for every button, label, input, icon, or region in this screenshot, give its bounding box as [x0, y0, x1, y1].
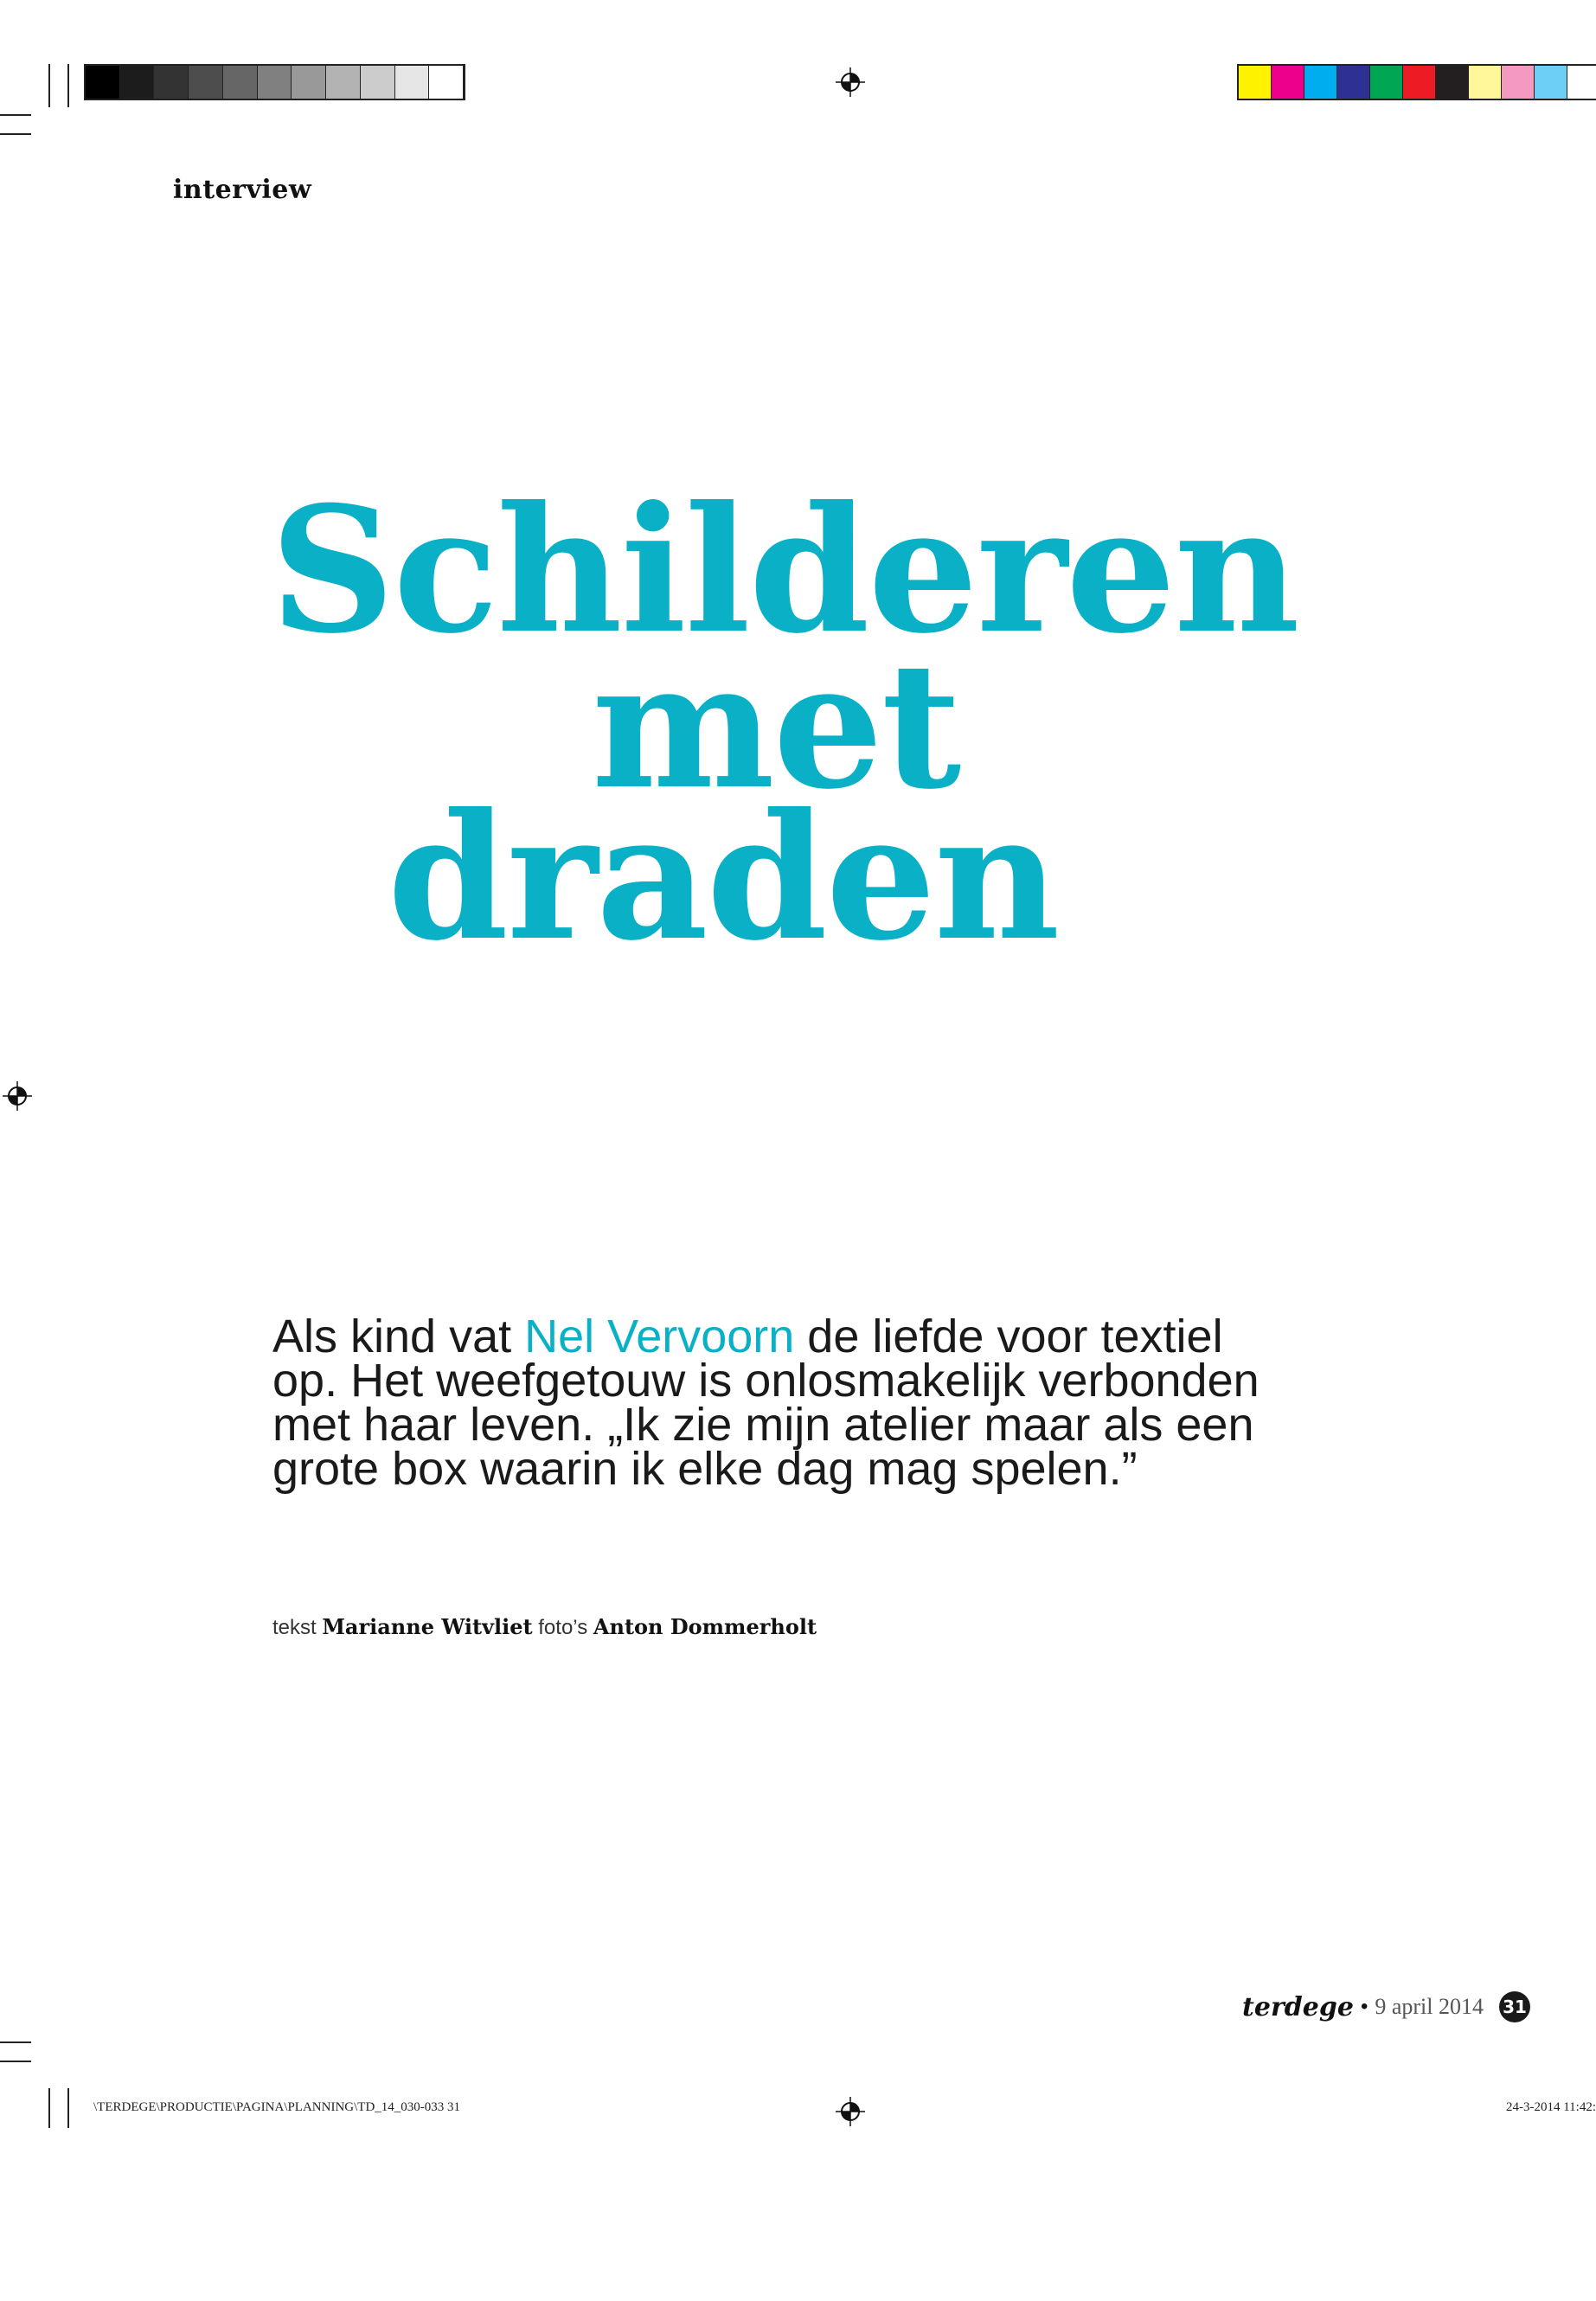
- text-credit-label: tekst: [272, 1616, 317, 1639]
- issue-date: 9 april 2014: [1375, 1994, 1484, 2019]
- registration-mark-icon: [836, 2097, 865, 2126]
- crop-mark: [0, 2041, 31, 2043]
- color-swatch: [258, 66, 292, 99]
- color-swatch: [223, 66, 258, 99]
- color-swatch: [86, 66, 120, 99]
- intro-text: de liefde voor textiel op. Het weefgetouw is onlosmakelijk verbonden met haar leven. „Ik zie mijn atelier maar als een grote box waarin ik elke dag mag spelen.”: [272, 1311, 1259, 1495]
- color-swatch: [189, 66, 223, 99]
- separator-bullet: •: [1360, 1995, 1368, 2018]
- intro-paragraph: [272, 1311, 1267, 1495]
- registration-mark-icon: [836, 67, 865, 97]
- author-name: Marianne Witvliet: [322, 1614, 533, 1639]
- headline-line: Schilderen: [270, 469, 1298, 672]
- color-swatch: [1535, 66, 1567, 99]
- photo-credit-label: foto’s: [538, 1616, 588, 1639]
- registration-mark-icon: [3, 1081, 32, 1111]
- grayscale-calibration-bar: [84, 64, 465, 100]
- color-swatch: [1337, 66, 1370, 99]
- color-swatch: [1436, 66, 1469, 99]
- color-swatch: [1239, 66, 1272, 99]
- color-swatch: [292, 66, 326, 99]
- magazine-logo: terdege: [1242, 1991, 1354, 2022]
- crop-mark: [48, 2088, 50, 2128]
- color-swatch: [1469, 66, 1502, 99]
- page-footer: [1242, 1991, 1530, 2022]
- subject-name: Nel Vervoorn: [524, 1311, 795, 1362]
- headline-line: draden: [388, 776, 1059, 979]
- crop-mark: [0, 133, 31, 135]
- print-slug-path: \TERDEGE\PRODUCTIE\PAGINA\PLANNING\TD_14_030-033 31: [93, 2100, 461, 2114]
- crop-mark: [67, 2088, 69, 2128]
- page-number: 31: [1499, 1991, 1530, 2022]
- color-swatch: [395, 66, 430, 99]
- color-swatch: [326, 66, 361, 99]
- color-swatch: [154, 66, 189, 99]
- section-label: interview: [173, 175, 312, 205]
- color-swatch: [1403, 66, 1436, 99]
- photographer-name: Anton Dommerholt: [593, 1614, 817, 1639]
- intro-text: Als kind vat: [272, 1311, 525, 1362]
- crop-mark: [0, 2061, 31, 2062]
- byline: [272, 1614, 817, 1640]
- color-swatch: [1304, 66, 1337, 99]
- headline-line: met: [592, 625, 960, 828]
- crop-mark: [67, 64, 69, 107]
- color-calibration-bar: [1237, 64, 1596, 100]
- color-swatch: [1272, 66, 1304, 99]
- color-swatch: [1370, 66, 1403, 99]
- crop-mark: [48, 64, 50, 107]
- color-swatch: [429, 66, 464, 99]
- crop-mark: [0, 114, 31, 116]
- color-swatch: [1502, 66, 1535, 99]
- color-swatch: [120, 66, 155, 99]
- print-slug-timestamp: 24-3-2014 11:42:: [1505, 2100, 1596, 2114]
- color-swatch: [361, 66, 395, 99]
